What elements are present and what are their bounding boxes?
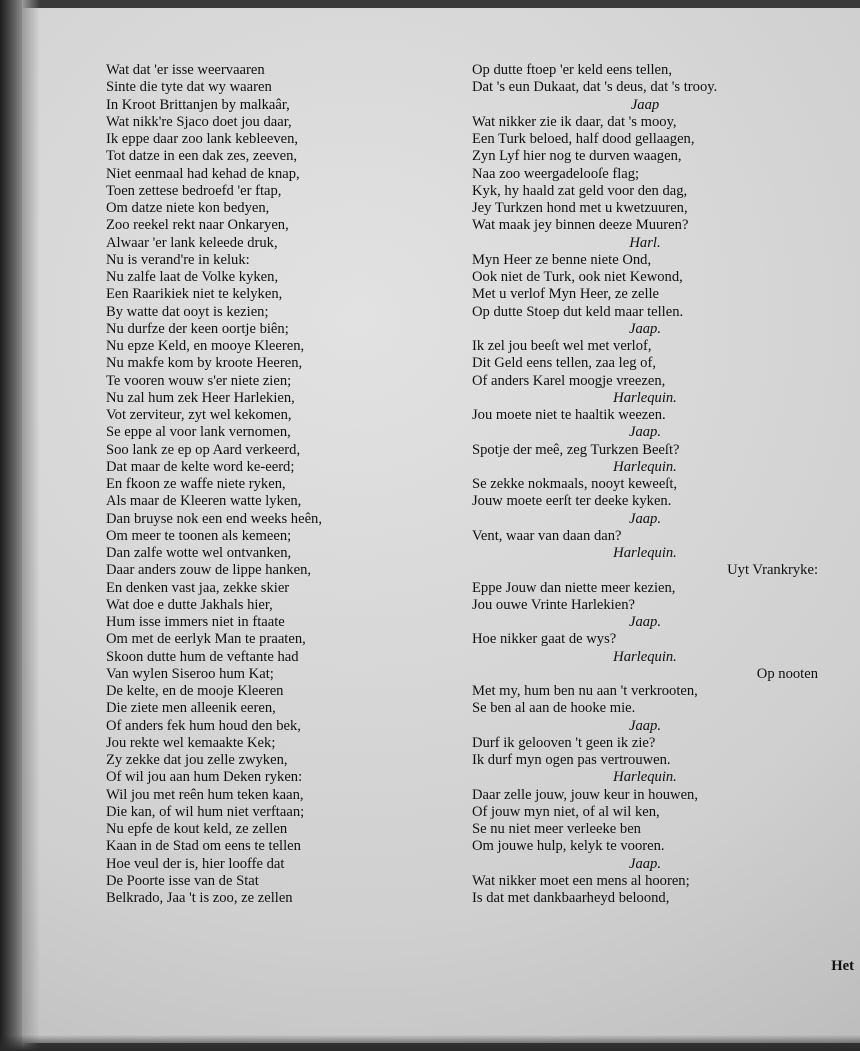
verse-line: Op dutte ftoep 'er keld eens tellen, [472,62,672,78]
verse-line: Dat 's eun Dukaat, dat 's deus, dat 's trooy. [472,79,718,96]
verse-line: Daar zelle jouw, jouw keur in houwen, [472,786,698,803]
verse-line: Een Turk beloed, half dood gellaagen, [472,131,695,147]
verse-line: Belkrado, Jaa 't is zoo, ze zellen [106,890,293,906]
verse-line: Wat doe e dutte Jakhals hier, [106,596,273,613]
verse-line: Nu epfe de kout keld, ze zellen [106,821,288,837]
verse-line: Of wil jou aan hum Deken ryken: [106,769,303,786]
speaker-label: Jaap. [628,855,662,872]
speaker-label: Harlequin. [613,545,677,561]
verse-line: Of anders Karel moogje vreezen, [472,372,666,389]
speaker-label: Jaap. [628,717,662,734]
verse-line: En denken vast jaa, zekke skier [106,579,290,596]
verse-line: Jou rekte wel kemaakte Kek; [106,734,276,751]
verse-line: Soo lank ze ep op Aard verkeerd, [106,441,301,458]
speaker-label: Jaap. [628,510,662,527]
verse-line: Dan zalfe wotte wel ontvanken, [106,545,292,561]
verse-line: Is dat met dankbaarheyd beloond, [472,890,670,906]
verse-line-continued: Op nooten [756,665,818,682]
verse-line: Van wylen Siseroo hum Kat; [106,665,274,682]
speaker-label: Harl. [629,234,661,251]
verse-line: Dan bruyse nok een end weeks heên, [106,510,322,527]
bottom-shadow [0,1035,860,1051]
verse-line: Naa zoo weergadelooſe flag; [472,165,640,182]
verse-line: Se nu niet meer verleeke ben [472,821,641,837]
verse-line: By watte dat ooyt is kezien; [106,303,269,320]
verse-line: Jouw moete eerſt ter deeke kyken. [472,493,672,510]
verse-line: Sinte die tyte dat wy waaren [106,79,272,96]
verse-line: Niet eenmaal had kehad de knap, [106,165,300,182]
verse-line: Durf ik gelooven 't geen ik zie? [472,734,656,751]
verse-line: De Poorte isse van de Stat [106,872,259,889]
verse-line: Wat nikk're Sjaco doet jou daar, [106,113,292,130]
verse-line: Kaan in de Stad om eens te tellen [106,838,301,855]
verse-line: Myn Heer ze benne niete Ond, [472,251,652,268]
verse-line: Nu makfe kom by kroote Heeren, [106,355,303,372]
verse-line: Ik eppe daar zoo lank kebleeven, [106,131,299,147]
verse-line: Kyk, hy haald zat geld voor den dag, [472,182,688,199]
verse-line: Se ben al aan de hooke mie. [472,700,636,717]
verse-line: Die ziete men alleenik eeren, [106,700,276,717]
verse-line: Om met de eerlyk Man te praaten, [106,631,306,648]
speaker-label: Harlequin. [613,648,677,665]
verse-line: Ook niet de Turk, ook niet Kewond, [472,269,683,285]
speaker-label: Jaap. [628,424,662,441]
verse-line: In Kroot Brittanjen by malkaâr, [106,96,290,113]
verse-line: Op dutte Stoep dut keld maar tellen. [472,303,684,320]
speaker-label: Harlequin. [613,458,677,475]
verse-line: Dat maar de kelte word ke-eerd; [106,458,295,475]
verse-line: Ik zel jou beeſt wel met verlof, [472,338,652,354]
verse-line: Nu is verand're in keluk: [106,251,250,268]
verse-line: Hum isse immers niet in ftaate [106,614,285,630]
verse-line: Met my, hum ben nu aan 't verkrooten, [472,683,698,699]
verse-line: Se eppe al voor lank vernomen, [106,424,291,441]
verse-line: Nu durfze der keen oortje biên; [106,320,289,337]
verse-line: Nu zal hum zek Heer Harlekien, [106,389,295,406]
verse-line: Zyn Lyf hier nog te durven waagen, [472,148,682,165]
speaker-label: Jaap [630,96,660,113]
verse-line: Om meer te toonen als kemeen; [106,527,292,544]
verse-line: Tot datze in een dak zes, zeeven, [106,148,298,165]
verse-line: Alwaar 'er lank keleede druk, [106,234,278,251]
verse-line: Hoe nikker gaat de wys? [472,631,617,648]
verse-line: Om jouwe hulp, kelyk te vooren. [472,838,665,855]
verse-line: Wat maak jey binnen deeze Muuren? [472,217,689,234]
verse-line: Jou moete niet te haaltik weezen. [472,407,666,423]
verse-line: Toen zettese bedroefd 'er ftap, [106,182,282,199]
verse-line: Eppe Jouw dan niette meer kezien, [472,579,676,596]
verse-line: Wat dat 'er isse weervaaren [106,62,265,78]
verse-line: Of anders fek hum houd den bek, [106,717,301,734]
verse-line: Vot zerviteur, zyt wel kekomen, [106,407,292,423]
verse-line: Skoon dutte hum de veftante had [106,648,299,665]
verse-line: Dit Geld eens tellen, zaa leg of, [472,355,656,372]
page-edge-shadow [22,0,40,1051]
book-gutter [0,0,22,1051]
verse-line: Die kan, of wil hum niet verftaan; [106,803,305,820]
verse-line: Met u verlof Myn Heer, ze zelle [472,286,660,303]
verse-line: Een Raarikiek niet te kelyken, [106,286,283,303]
verse-line: Te vooren wouw s'er niete zien; [106,372,292,389]
speaker-label: Harlequin. [613,389,677,406]
speaker-label: Harlequin. [613,769,677,786]
verse-line: Om datze niete kon bedyen, [106,200,270,216]
verse-line: Zoo reekel rekt naar Onkaryen, [106,217,289,234]
verse-line: Wil jou met reên hum teken kaan, [106,786,304,803]
right-column [472,62,818,907]
verse-line: Hoe veul der is, hier looffe dat [106,855,285,872]
verse-line: Als maar de Kleeren watte lyken, [106,493,302,510]
verse-line: Nu epze Keld, en mooye Kleeren, [106,338,305,354]
verse-line: Of jouw myn niet, of al wil ken, [472,803,660,820]
verse-line: Jou ouwe Vrinte Harlekien? [472,596,635,613]
verse-line: Spotje der meê, zeg Turkzen Beeſt? [472,441,680,458]
verse-line: Nu zalfe laat de Volke kyken, [106,269,279,285]
verse-line-continued: Uyt Vrankryke: [727,562,818,579]
speaker-label: Jaap. [628,320,662,337]
verse-line: Zy zekke dat jou zelle zwyken, [106,752,288,768]
verse-line: Ik durf myn ogen pas vertrouwen. [472,752,671,768]
verse-line: Jey Turkzen hond met u kwetzuuren, [472,200,688,216]
verse-line: En fkoon ze waffe niete ryken, [106,476,286,492]
speaker-label: Jaap. [628,614,662,630]
verse-line: Daar anders zouw de lippe hanken, [106,562,312,579]
verse-line: Wat nikker moet een mens al hooren; [472,872,690,889]
catchword: Het [831,958,854,974]
verse-line: Vent, waar van daan dan? [472,527,622,544]
verse-line: Wat nikker zie ik daar, dat 's mooy, [472,113,677,130]
left-column [106,62,416,907]
verse-line: De kelte, en de mooje Kleeren [106,683,284,699]
verse-line: Se zekke nokmaals, nooyt keweeſt, [472,476,678,492]
